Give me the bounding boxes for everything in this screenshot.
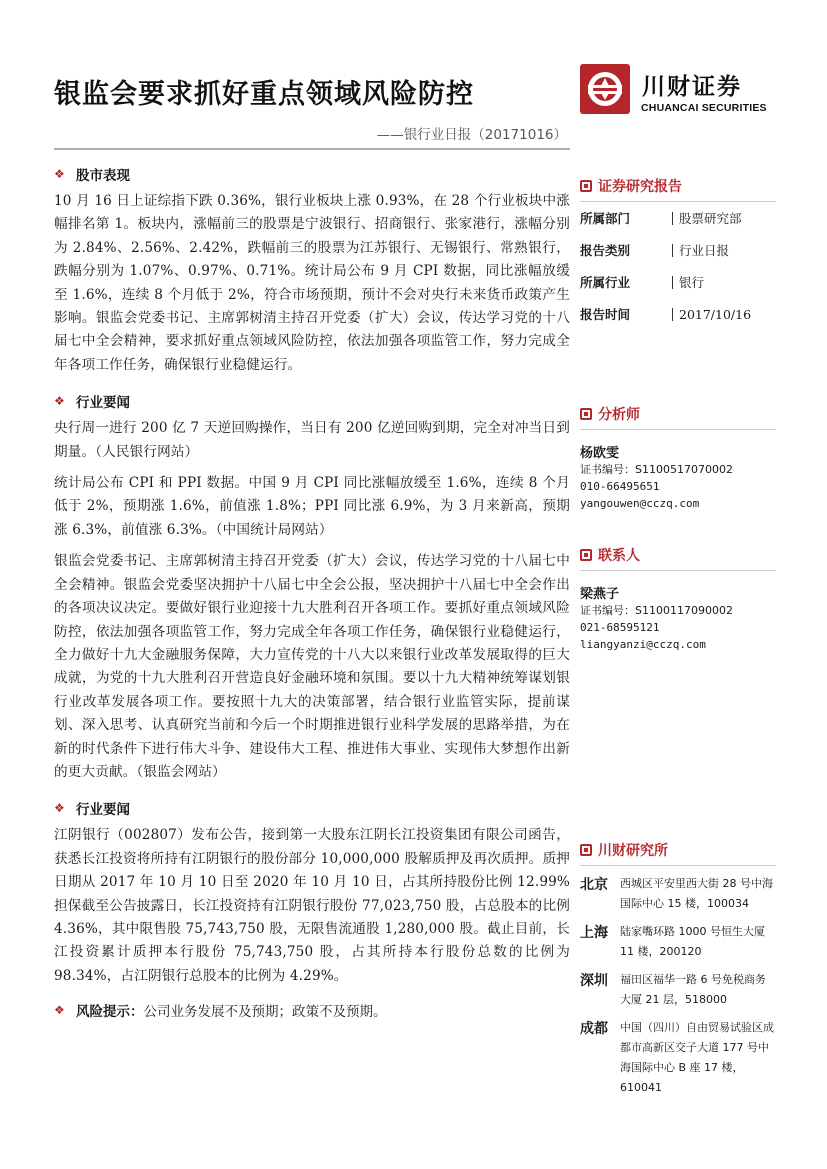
info-row-department: 所属部门 股票研究部 <box>580 210 742 226</box>
info-row-date: 报告时间 2017/10/16 <box>580 306 752 322</box>
chuancai-logo-icon <box>580 64 630 114</box>
institute-panel <box>580 838 776 1098</box>
section-heading-label: 行业要闻 <box>76 802 130 819</box>
office-chengdu: 成都 中国（四川）自由贸易试验区成都市高新区交子大道 177 号中海国际中心 B 座 17 楼，610041 <box>580 1021 774 1094</box>
contact-name: 梁燕子 <box>580 587 620 602</box>
news-paragraph: 央行周一进行 200 亿 7 天逆回购操作，当日有 200 亿逆回购到期，完全对冲当日到期量。（人民银行网站） <box>54 420 570 460</box>
market-paragraph: 10 月 16 日上证综指下跌 0.36%，银行业板块上涨 0.93%，在 28 个行业板块中涨幅排名第 1。板块内，涨幅前三的股票是宁波银行、招商银行、张家港行，涨幅分别为 2.84%、2.56%、2.42%，跌幅前三的股票为江苏银行、无锡银行、常熟银行，跌幅分别为 1.07%、0.97%、0.71%。统计局公布 9 月 CPI 数据，同比涨幅放缓至 1.6%，连续 8 个月低于 2%，符合市场预期，预计不会对央行未来货币政策产生影响。银监会党委书记、主席郭树清主持召开党委（扩大）会议，传达学习党的十八届七中全会精神，要求抓好重点领域风险防控，依法加强各项监管工作，努力完成全年各项工作任务，确保银行业稳健运行。 <box>54 193 570 373</box>
company-news-paragraph: 江阴银行（002807）发布公告，接到第一大股东江阴长江投资集团有限公司函告，获悉长江投资将所持有江阴银行的股份部分 10,000,000 股解质押及再次质押。质押日期从 2017 年 10 月 10 日至 2020 年 10 月 10 日，占其所持股份比例 12.99% 担保截至公告披露日，长江投资持有江阴银行股份 77,023,750 股，占总股本的比例 4.36%，其中限售股 75,743,750 股，无限售流通股 1,280,000 股。截止目前，长江投资累计质押本行股份 75,743,750 股，占其所持本行股份总数的比例为 98.34%，占江阴银行总股本的比例为 4.29%。 <box>54 827 570 984</box>
office-shanghai: 上海 陆家嘴环路 1000 号恒生大厦 11 楼，200120 <box>580 925 765 958</box>
report-info-heading: 证券研究报告 <box>580 174 776 202</box>
analyst-heading: 分析师 <box>580 402 776 430</box>
risk-label: 风险提示： <box>76 1004 144 1021</box>
news-paragraph: 统计局公布 CPI 和 PPI 数据。中国 9 月 CPI 同比涨幅放缓至 1.6%，连续 8 个月低于 2%，预期涨 1.6%，前值涨 1.8%；PPI 同比涨 6.9%，为 3 月来新高，预期涨 6.3%，前值涨 6.3%。（中国统计局网站） <box>54 475 570 538</box>
logo-english-name: CHUANCAI SECURITIES <box>641 102 767 114</box>
section-heading-label: 行业要闻 <box>76 395 130 412</box>
info-row-industry: 所属行业 银行 <box>580 274 705 290</box>
contact-cert: 证书编号：S1100117090002 <box>580 604 733 617</box>
info-row-category: 报告类别 行业日报 <box>580 242 730 258</box>
square-bullet-icon <box>580 180 592 192</box>
report-info-panel <box>580 174 776 330</box>
diamond-bullet-icon: ❖ <box>54 394 65 409</box>
square-bullet-icon <box>580 844 592 856</box>
company-logo <box>580 64 780 120</box>
analyst-email[interactable]: yangouwen@cczq.com <box>580 497 700 510</box>
institute-heading: 川财研究所 <box>580 838 776 866</box>
main-content <box>54 158 570 1024</box>
contact-phone: 021-68595121 <box>580 621 660 634</box>
section-heading-company-news <box>54 792 570 824</box>
square-bullet-icon <box>580 549 592 561</box>
header-divider <box>54 148 570 150</box>
diamond-bullet-icon: ❖ <box>54 167 65 181</box>
analyst-panel <box>580 402 776 512</box>
diamond-bullet-icon: ❖ <box>54 1003 65 1018</box>
section-heading-label: 股市表现 <box>76 168 130 184</box>
section-heading-news <box>54 385 570 417</box>
logo-chinese-name: 川财证券 <box>642 74 742 100</box>
diamond-bullet-icon: ❖ <box>54 801 65 816</box>
report-title: 银监会要求抓好重点领域风险防控 <box>54 79 474 110</box>
section-heading-market <box>54 158 570 190</box>
contact-email[interactable]: liangyanzi@cczq.com <box>580 638 706 651</box>
analyst-cert: 证书编号：S1100517070002 <box>580 463 733 476</box>
office-shenzhen: 深圳 福田区福华一路 6 号免税商务大厦 21 层，518000 <box>580 973 766 1006</box>
risk-warning <box>54 996 570 1024</box>
office-beijing: 北京 西城区平安里西大街 28 号中海国际中心 15 楼，100034 <box>580 877 773 910</box>
risk-text: 公司业务发展不及预期；政策不及预期。 <box>143 1004 387 1021</box>
analyst-phone: 010-66495651 <box>580 480 660 493</box>
report-subtitle: ——银行业日报（20171016） <box>376 127 567 143</box>
contact-panel <box>580 543 776 653</box>
square-bullet-icon <box>580 408 592 420</box>
analyst-name: 杨欧雯 <box>580 446 620 461</box>
news-paragraph: 银监会党委书记、主席郭树清主持召开党委（扩大）会议，传达学习党的十八届七中全会精神。银监会党委坚决拥护十八届七中全会公报，坚决拥护十八届七中全会作出的各项决议决定。要做好银行业迎接十九大胜利召开各项工作。要抓好重点领域风险防控，依法加强各项监管工作，努力完成全年各项工作任务，确保银行业稳健运行，全力做好十九大金融服务保障，大力宣传党的十八大以来银行业改革发展取得的巨大成就，为党的十九大胜利召开营造良好金融环境和氛围。要以十九大精神统筹谋划银行业改革发展各项工作。要按照十九大的决策部署，结合银行业监管实际，提前谋划、深入思考、认真研究当前和今后一个时期推进银行业科学发展的思路举措，为在新的时代条件下进行伟大斗争、建设伟大工程、推进伟大事业、实现伟大梦想作出新的更大贡献。（银监会网站） <box>54 553 570 780</box>
contact-heading: 联系人 <box>580 543 776 571</box>
